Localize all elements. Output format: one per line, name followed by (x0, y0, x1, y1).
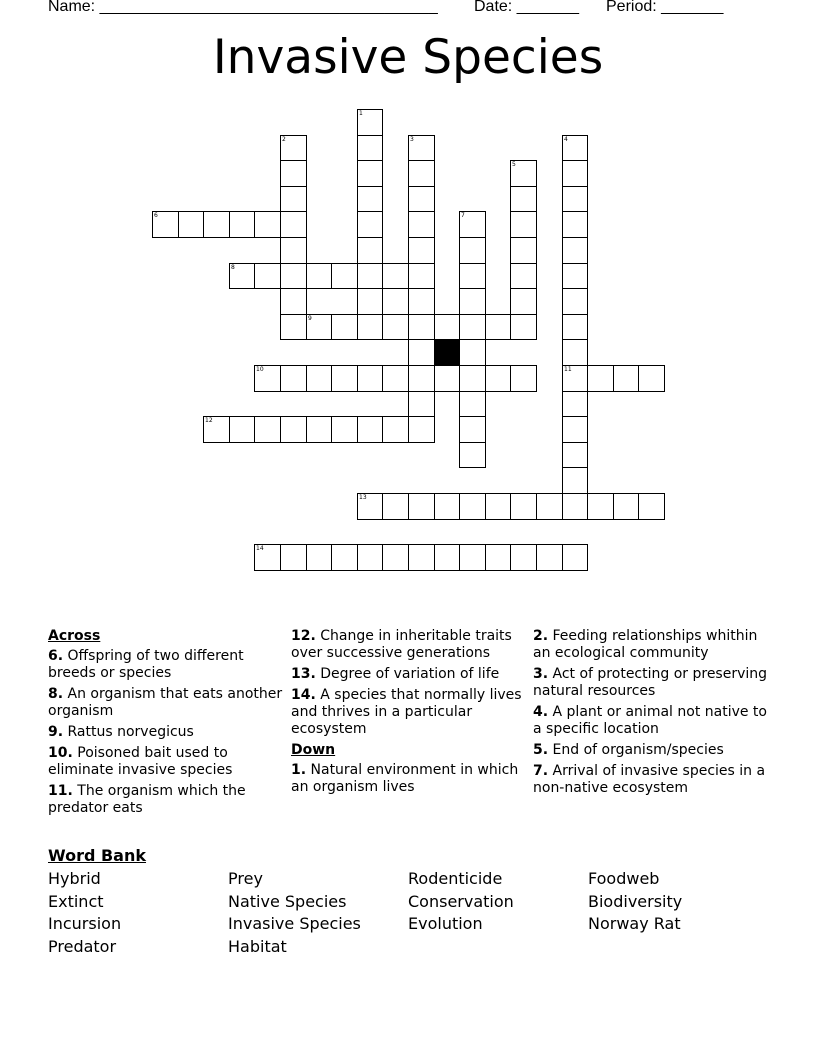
grid-cell[interactable] (280, 416, 307, 443)
word-bank-item: Habitat (228, 936, 287, 956)
grid-cell[interactable] (408, 160, 435, 187)
grid-cell[interactable] (382, 544, 409, 571)
grid-cell[interactable] (485, 365, 511, 392)
word-bank-item: Biodiversity (588, 891, 683, 911)
grid-cell[interactable] (459, 237, 486, 264)
grid-cell[interactable] (203, 211, 230, 238)
period-field-label: Period: _______ (606, 0, 724, 15)
down-clue (533, 666, 773, 700)
grid-cell[interactable] (510, 493, 537, 520)
grid-cell[interactable] (485, 314, 511, 340)
clue-number: 7 (461, 212, 465, 219)
grid-cell[interactable] (587, 365, 614, 392)
grid-cell[interactable] (280, 288, 307, 315)
down-clue (533, 704, 773, 738)
grid-cell[interactable] (459, 314, 486, 340)
grid-cell[interactable] (536, 493, 563, 520)
grid-cell[interactable] (280, 314, 307, 340)
grid-cell[interactable] (357, 263, 383, 289)
clue-number-label: 11. (48, 783, 73, 799)
clue-number-label: 13. (291, 666, 316, 682)
grid-cell[interactable] (434, 365, 460, 392)
grid-cell[interactable] (408, 339, 435, 366)
grid-cell[interactable] (382, 365, 409, 392)
clue-number-label: 4. (533, 704, 549, 720)
grid-cell[interactable] (459, 544, 486, 571)
date-field-label: Date: _______ (474, 0, 579, 15)
clue-number-label: 3. (533, 666, 549, 682)
grid-cell[interactable] (510, 365, 537, 392)
grid-cell[interactable] (306, 416, 332, 443)
grid-cell[interactable] (382, 416, 409, 443)
clue-number: 10 (256, 366, 264, 373)
clue-text: Rattus norvegicus (63, 724, 194, 740)
grid-cell[interactable] (434, 493, 460, 520)
across-clue (48, 783, 288, 817)
grid-cell[interactable] (229, 211, 255, 238)
down-clue (533, 628, 773, 662)
clue-number: 1 (359, 110, 363, 117)
grid-cell[interactable] (306, 365, 332, 392)
word-bank-item: Evolution (408, 914, 483, 934)
clue-number: 11 (564, 366, 572, 373)
grid-cell[interactable] (254, 544, 281, 571)
grid-cell[interactable] (254, 263, 281, 289)
grid-cell[interactable] (229, 263, 255, 289)
grid-cell[interactable] (434, 544, 460, 571)
clue-number-label: 14. (291, 687, 316, 703)
grid-cell[interactable] (562, 186, 588, 212)
grid-cell[interactable] (562, 544, 588, 571)
clue-text: A species that normally lives and thrives in a particular ecosystem (291, 687, 522, 737)
clue-number-label: 1. (291, 762, 307, 778)
word-bank-item: Prey (228, 869, 263, 888)
word-bank-item: Predator (48, 936, 117, 956)
grid-cell[interactable] (510, 160, 537, 187)
grid-cell[interactable] (562, 314, 588, 340)
grid-cell[interactable] (562, 391, 588, 417)
grid-cell[interactable] (357, 416, 383, 443)
grid-cell[interactable] (408, 365, 435, 392)
grid-cell[interactable] (536, 544, 563, 571)
grid-cell[interactable] (587, 493, 614, 520)
grid-cell[interactable] (562, 135, 588, 161)
grid-cell[interactable] (408, 237, 435, 264)
grid-cell[interactable] (408, 186, 435, 212)
grid-cell[interactable] (331, 416, 358, 443)
grid-cell[interactable] (280, 135, 307, 161)
grid-cell[interactable] (638, 365, 665, 392)
grid-cell[interactable] (203, 416, 230, 443)
grid-cell[interactable] (357, 365, 383, 392)
clue-number: 3 (410, 136, 414, 143)
clue-number-label: 5. (533, 742, 549, 758)
grid-cell[interactable] (510, 186, 537, 212)
grid-cell[interactable] (280, 211, 307, 238)
name-field-label: Name: ______________________________________ (48, 0, 438, 15)
grid-cell[interactable] (382, 263, 409, 289)
grid-cell[interactable] (357, 160, 383, 187)
clue-number: 5 (512, 161, 516, 168)
clue-column-2 (291, 628, 531, 800)
word-bank-item: Rodenticide (408, 869, 503, 888)
grid-cell[interactable] (331, 544, 358, 571)
clue-number: 8 (231, 264, 235, 271)
clue-text: The organism which the predator eats (48, 783, 246, 816)
grid-cell[interactable] (459, 288, 486, 315)
grid-cell[interactable] (280, 365, 307, 392)
grid-cell[interactable] (357, 237, 383, 264)
word-bank-column (228, 868, 361, 958)
clue-number: 2 (282, 136, 286, 143)
grid-cell[interactable] (485, 544, 511, 571)
grid-cell[interactable] (229, 416, 255, 443)
grid-cell[interactable] (434, 314, 460, 340)
grid-cell[interactable] (408, 314, 435, 340)
grid-cell[interactable] (357, 109, 383, 136)
grid-cell[interactable] (510, 263, 537, 289)
grid-cell[interactable] (331, 365, 358, 392)
clue-text: Change in inheritable traits over successive generations (291, 628, 512, 661)
word-bank-item: Incursion (48, 914, 122, 934)
across-heading: Across (48, 628, 101, 644)
word-bank-item: Extinct (48, 891, 104, 911)
grid-cell[interactable] (331, 263, 358, 289)
grid-cell[interactable] (562, 493, 588, 520)
grid-cell[interactable] (562, 237, 588, 264)
word-bank-item: Invasive Species (228, 914, 361, 934)
clue-text: An organism that eats another organism (48, 686, 283, 719)
across-clue (291, 666, 531, 683)
clue-text: End of organism/species (548, 742, 724, 758)
blocked-cell (434, 339, 460, 366)
grid-cell[interactable] (178, 211, 204, 238)
grid-cell[interactable] (562, 211, 588, 238)
word-bank-column (48, 868, 121, 958)
word-bank-column (588, 868, 682, 936)
grid-cell[interactable] (152, 211, 179, 238)
grid-cell[interactable] (562, 288, 588, 315)
grid-cell[interactable] (459, 263, 486, 289)
clue-number-label: 7. (533, 763, 549, 779)
clue-column-3 (533, 628, 773, 801)
clue-number: 9 (308, 315, 312, 322)
grid-cell[interactable] (357, 135, 383, 161)
grid-cell[interactable] (280, 544, 307, 571)
grid-cell[interactable] (408, 288, 435, 315)
grid-cell[interactable] (408, 493, 435, 520)
word-bank-item: Native Species (228, 891, 347, 911)
clue-number-label: 8. (48, 686, 64, 702)
across-clue (291, 628, 531, 662)
across-clue (48, 724, 288, 741)
clue-text: A plant or animal not native to a specific location (533, 704, 767, 737)
grid-cell[interactable] (280, 160, 307, 187)
grid-cell[interactable] (408, 416, 435, 443)
grid-cell[interactable] (562, 442, 588, 468)
clue-text: Degree of variation of life (315, 666, 500, 682)
clue-text: Act of protecting or preserving natural resources (533, 666, 768, 699)
grid-cell[interactable] (408, 544, 435, 571)
word-bank-item: Foodweb (588, 869, 660, 888)
across-clue (48, 745, 288, 779)
grid-cell[interactable] (562, 467, 588, 494)
clue-number-label: 6. (48, 648, 64, 664)
grid-cell[interactable] (459, 493, 486, 520)
word-bank-item: Norway Rat (588, 914, 681, 934)
grid-cell[interactable] (562, 365, 588, 392)
clue-number: 13 (359, 494, 367, 501)
word-bank-column (408, 868, 514, 936)
grid-cell[interactable] (357, 493, 383, 520)
grid-cell[interactable] (357, 211, 383, 238)
grid-cell[interactable] (459, 442, 486, 468)
clue-text: Natural environment in which an organism lives (291, 762, 519, 795)
grid-cell[interactable] (638, 493, 665, 520)
grid-cell[interactable] (485, 493, 511, 520)
grid-cell[interactable] (562, 339, 588, 366)
clue-number-label: 2. (533, 628, 549, 644)
grid-cell[interactable] (459, 391, 486, 417)
grid-cell[interactable] (280, 186, 307, 212)
grid-cell[interactable] (562, 263, 588, 289)
grid-cell[interactable] (306, 263, 332, 289)
grid-cell[interactable] (254, 211, 281, 238)
grid-cell[interactable] (306, 314, 332, 340)
down-clue (533, 742, 773, 759)
grid-cell[interactable] (562, 160, 588, 187)
clue-number: 14 (256, 545, 264, 552)
down-clue (533, 763, 773, 797)
grid-cell[interactable] (459, 211, 486, 238)
grid-cell[interactable] (408, 211, 435, 238)
clue-column-1 (48, 628, 288, 821)
grid-cell[interactable] (510, 314, 537, 340)
grid-cell[interactable] (408, 135, 435, 161)
grid-cell[interactable] (382, 493, 409, 520)
grid-cell[interactable] (562, 416, 588, 443)
grid-cell[interactable] (254, 365, 281, 392)
grid-cell[interactable] (254, 416, 281, 443)
grid-cell[interactable] (459, 416, 486, 443)
down-clue (291, 762, 531, 796)
word-bank-heading: Word Bank (48, 846, 147, 865)
word-bank-item: Hybrid (48, 869, 101, 888)
grid-cell[interactable] (357, 314, 383, 340)
grid-cell[interactable] (357, 544, 383, 571)
grid-cell[interactable] (331, 314, 358, 340)
grid-cell[interactable] (510, 288, 537, 315)
word-bank-item: Conservation (408, 891, 514, 911)
puzzle-title: Invasive Species (212, 30, 604, 85)
grid-cell[interactable] (408, 391, 435, 417)
down-heading: Down (291, 742, 336, 758)
grid-cell[interactable] (357, 186, 383, 212)
grid-cell[interactable] (613, 493, 639, 520)
across-clue (291, 687, 531, 738)
grid-cell[interactable] (510, 211, 537, 238)
clue-number-label: 9. (48, 724, 64, 740)
clue-text: Offspring of two different breeds or species (48, 648, 244, 681)
clue-number: 6 (154, 212, 158, 219)
clue-text: Poisoned bait used to eliminate invasive species (48, 745, 233, 778)
clue-number: 4 (564, 136, 568, 143)
grid-cell[interactable] (510, 544, 537, 571)
grid-cell[interactable] (613, 365, 639, 392)
grid-cell[interactable] (459, 339, 486, 366)
grid-cell[interactable] (306, 544, 332, 571)
grid-cell[interactable] (510, 237, 537, 264)
clue-number-label: 10. (48, 745, 73, 761)
grid-cell[interactable] (382, 314, 409, 340)
clue-text: Arrival of invasive species in a non-native ecosystem (533, 763, 766, 796)
clue-number-label: 12. (291, 628, 316, 644)
across-clue (48, 648, 288, 682)
clue-number: 12 (205, 417, 213, 424)
grid-cell[interactable] (280, 237, 307, 264)
grid-cell[interactable] (280, 263, 307, 289)
grid-cell[interactable] (408, 263, 435, 289)
clue-text: Feeding relationships whithin an ecological community (533, 628, 758, 661)
grid-cell[interactable] (357, 288, 383, 315)
across-clue (48, 686, 288, 720)
grid-cell[interactable] (459, 365, 486, 392)
